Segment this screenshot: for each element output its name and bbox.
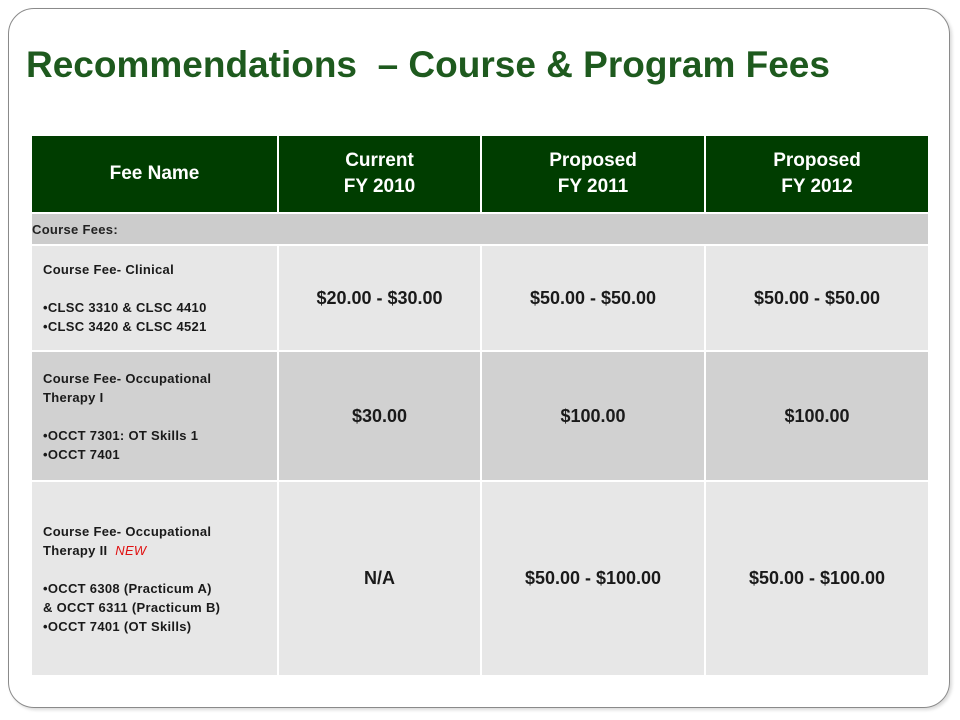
fee-name-cell — [32, 481, 278, 675]
current-fy2010-value: N/A — [278, 481, 481, 675]
fee-title-line1: Course Fee- Occupational — [43, 523, 212, 539]
section-row-course-fees — [32, 213, 928, 245]
header-current-fy2010 — [278, 136, 481, 213]
fee-bullet: •CLSC 3310 & CLSC 4410 — [43, 300, 207, 315]
fee-bullet: •OCCT 6308 (Practicum A) — [43, 580, 212, 596]
fee-bullet: •OCCT 7401 — [43, 446, 120, 462]
header-proposed2012-line1: Proposed — [773, 150, 861, 171]
fee-name-cell — [32, 351, 278, 481]
fee-bullet: & OCCT 6311 (Practicum B) — [43, 599, 221, 615]
fee-title-line2-wrap — [43, 541, 267, 560]
table-row — [32, 481, 928, 675]
fee-title: Course Fee- Clinical — [43, 262, 174, 277]
fees-table — [32, 136, 928, 675]
header-proposed2011-line2: FY 2011 — [557, 176, 629, 197]
header-proposed2011-line1: Proposed — [549, 150, 637, 171]
table-row — [32, 245, 928, 351]
slide-title: Recommendations – Course & Program Fees — [26, 44, 830, 85]
fee-name-cell — [32, 245, 278, 351]
proposed-fy2011-value: $50.00 - $50.00 — [481, 245, 705, 351]
fee-bullet: •OCCT 7301: OT Skills 1 — [43, 427, 199, 443]
header-fee-name-label: Fee Name — [109, 163, 200, 184]
table-row — [32, 351, 928, 481]
fee-title-line2: Therapy I — [43, 389, 104, 405]
new-badge: NEW — [115, 542, 147, 558]
table-header-row — [32, 136, 928, 213]
proposed-fy2012-value: $50.00 - $100.00 — [705, 481, 928, 675]
proposed-fy2011-value: $50.00 - $100.00 — [481, 481, 705, 675]
proposed-fy2011-value: $100.00 — [481, 351, 705, 481]
fee-title-line1: Course Fee- Occupational — [43, 370, 212, 386]
header-current-line1: Current — [345, 150, 414, 171]
proposed-fy2012-value: $50.00 - $50.00 — [705, 245, 928, 351]
header-proposed-fy2011 — [481, 136, 705, 213]
section-label: Course Fees: — [32, 213, 928, 245]
header-proposed-fy2012 — [705, 136, 928, 213]
fee-title-line2: Therapy II — [43, 542, 108, 558]
current-fy2010-value: $20.00 - $30.00 — [278, 245, 481, 351]
fee-bullet: •OCCT 7401 (OT Skills) — [43, 618, 192, 634]
header-fee-name — [32, 136, 278, 213]
header-proposed2012-line2: FY 2012 — [781, 176, 853, 197]
header-current-line2: FY 2010 — [343, 176, 416, 197]
current-fy2010-value: $30.00 — [278, 351, 481, 481]
fee-bullet: •CLSC 3420 & CLSC 4521 — [43, 319, 207, 334]
proposed-fy2012-value: $100.00 — [705, 351, 928, 481]
